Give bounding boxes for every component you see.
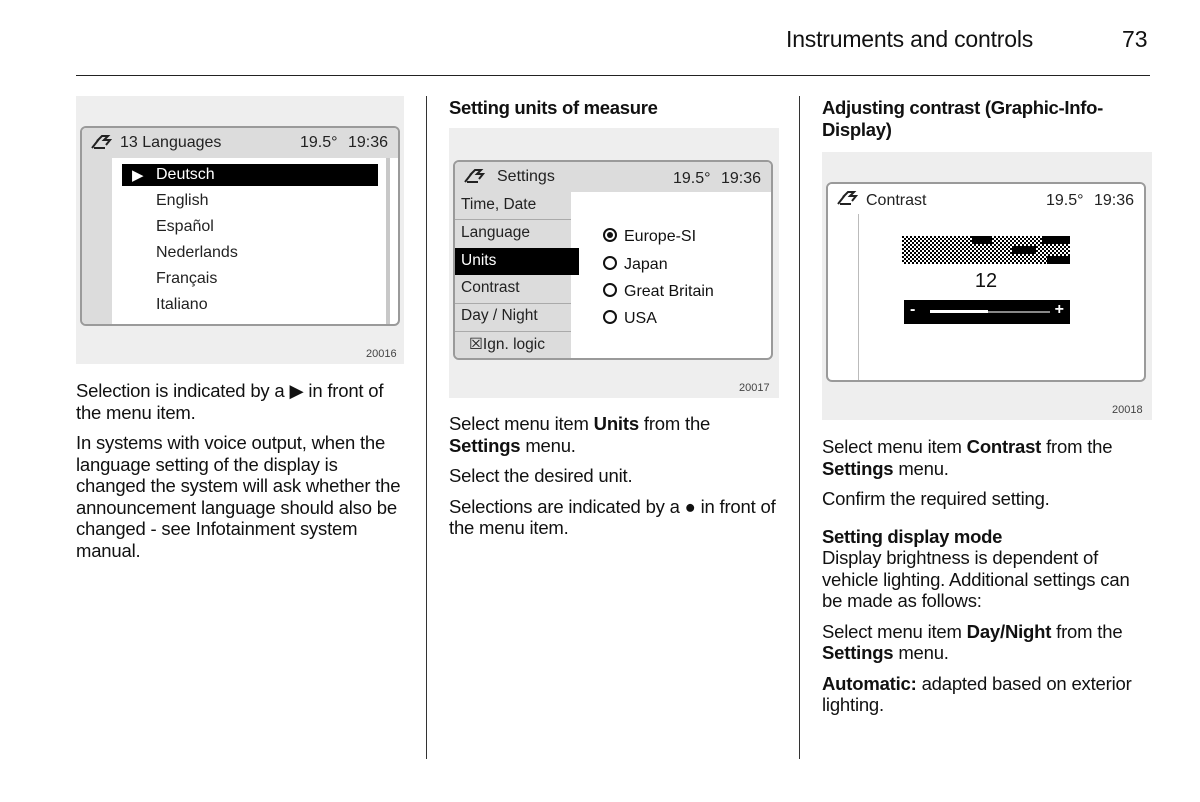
radio-label: USA: [624, 310, 657, 327]
clock: 19:36: [348, 134, 389, 151]
contrast-pattern-icon: [902, 236, 1070, 264]
paragraph: Select menu item Units from the Settings menu.: [449, 413, 711, 456]
contrast-slider[interactable]: [904, 300, 1070, 324]
radio-icon: [603, 256, 617, 270]
header-rule: [76, 75, 1150, 76]
screen-title-bar: [82, 128, 398, 158]
ign-logic-label: Ign. logic: [482, 336, 545, 353]
menu-divider: [455, 331, 571, 332]
radio-icon: [603, 310, 617, 324]
language-item[interactable]: Français: [156, 270, 218, 287]
paragraph: Confirm the required setting.: [822, 488, 1050, 509]
menu-divider: [455, 303, 571, 304]
language-screen: [80, 126, 400, 326]
paragraph: Selection is indicated by a ▶ in front of the menu item.: [76, 380, 384, 423]
figure-contrast: [822, 152, 1152, 420]
language-item[interactable]: English: [156, 192, 209, 209]
left-panel: [828, 214, 859, 380]
language-item[interactable]: Deutsch: [156, 166, 215, 183]
temperature: 19.5°: [300, 134, 338, 151]
clock: 19:36: [721, 170, 762, 187]
contrast-screen: [826, 182, 1146, 382]
language-item[interactable]: Español: [156, 218, 214, 235]
paragraph: In systems with voice output, when the language setting of the display is changed the system will ask whether the announcement language should also be changed - see Infotainment system manual.: [76, 432, 401, 561]
menu-item-time-date[interactable]: Time, Date: [461, 196, 537, 213]
figure-number: 20017: [739, 382, 770, 394]
temperature: 19.5°: [1046, 192, 1084, 209]
settings-screen: [453, 160, 773, 360]
paragraph: Select menu item Contrast from the Settings menu.: [822, 436, 1113, 479]
menu-item-contrast[interactable]: Contrast: [461, 279, 520, 296]
temperature: 19.5°: [673, 170, 711, 187]
column-1-text: [76, 380, 408, 570]
figure-units: [449, 128, 779, 398]
menu-item-units[interactable]: Units: [461, 252, 497, 269]
figure-number: 20018: [1112, 404, 1143, 416]
radio-usa[interactable]: [603, 310, 657, 328]
radio-japan[interactable]: [603, 256, 668, 274]
plus-icon[interactable]: +: [1054, 301, 1064, 318]
settings-wrench-icon: [90, 133, 112, 151]
paragraph: Select the desired unit.: [449, 465, 633, 486]
menu-item-ign-logic[interactable]: [469, 335, 545, 354]
language-item[interactable]: Nederlands: [156, 244, 238, 261]
radio-label: Japan: [624, 256, 668, 273]
menu-divider: [455, 219, 571, 220]
left-scroll-panel: [82, 158, 112, 324]
radio-label: Europe-SI: [624, 228, 697, 245]
screen-title-bar: [455, 162, 771, 192]
settings-wrench-icon: [836, 189, 858, 207]
paragraph: Select menu item Day/Night from the Settings menu.: [822, 620, 1123, 663]
column-divider-2: [799, 96, 800, 759]
settings-wrench-icon: [463, 167, 485, 185]
screen-title: Contrast: [866, 192, 927, 209]
figure-number: 20016: [366, 348, 397, 360]
figure-languages: [76, 96, 404, 364]
column-3-text: [822, 436, 1154, 725]
paragraph: Display brightness is dependent of vehicle lighting. Additional settings can be made as follows:: [822, 547, 1130, 611]
selection-arrow-icon: ▶: [132, 167, 144, 184]
clock: 19:36: [1094, 192, 1135, 209]
contrast-value: 12: [974, 270, 998, 292]
paragraph: Selections are indicated by a ● in front of the menu item.: [449, 495, 776, 538]
page-number: 73: [1122, 26, 1148, 52]
radio-label: Great Britain: [624, 283, 714, 300]
radio-icon: [603, 283, 617, 297]
column-divider-1: [426, 96, 427, 759]
settings-menu-panel: [455, 192, 571, 358]
screen-title: Settings: [497, 168, 555, 185]
screen-title-bar: [828, 184, 1144, 214]
menu-item-day-night[interactable]: Day / Night: [461, 307, 538, 324]
section-heading-units: Setting units of measure: [449, 97, 658, 118]
radio-selected-icon: [603, 228, 617, 242]
radio-europe-si[interactable]: [603, 228, 696, 246]
menu-item-language[interactable]: Language: [461, 224, 530, 241]
column-2-text: [449, 413, 779, 548]
section-heading-display-mode: Setting display mode: [822, 525, 1003, 547]
slider-fill: [930, 310, 988, 313]
chapter-title: Instruments and controls: [786, 26, 1034, 52]
checkbox-icon[interactable]: ☒: [469, 336, 483, 353]
paragraph: Automatic: adapted based on exterior lighting.: [822, 672, 1132, 715]
scrollbar[interactable]: [386, 158, 390, 324]
radio-great-britain[interactable]: [603, 283, 714, 301]
screen-title: 13 Languages: [120, 134, 222, 151]
language-item[interactable]: Italiano: [156, 296, 208, 313]
section-heading-contrast: Adjusting contrast (Graphic-Info-Display): [822, 97, 1103, 140]
minus-icon[interactable]: -: [910, 301, 916, 318]
